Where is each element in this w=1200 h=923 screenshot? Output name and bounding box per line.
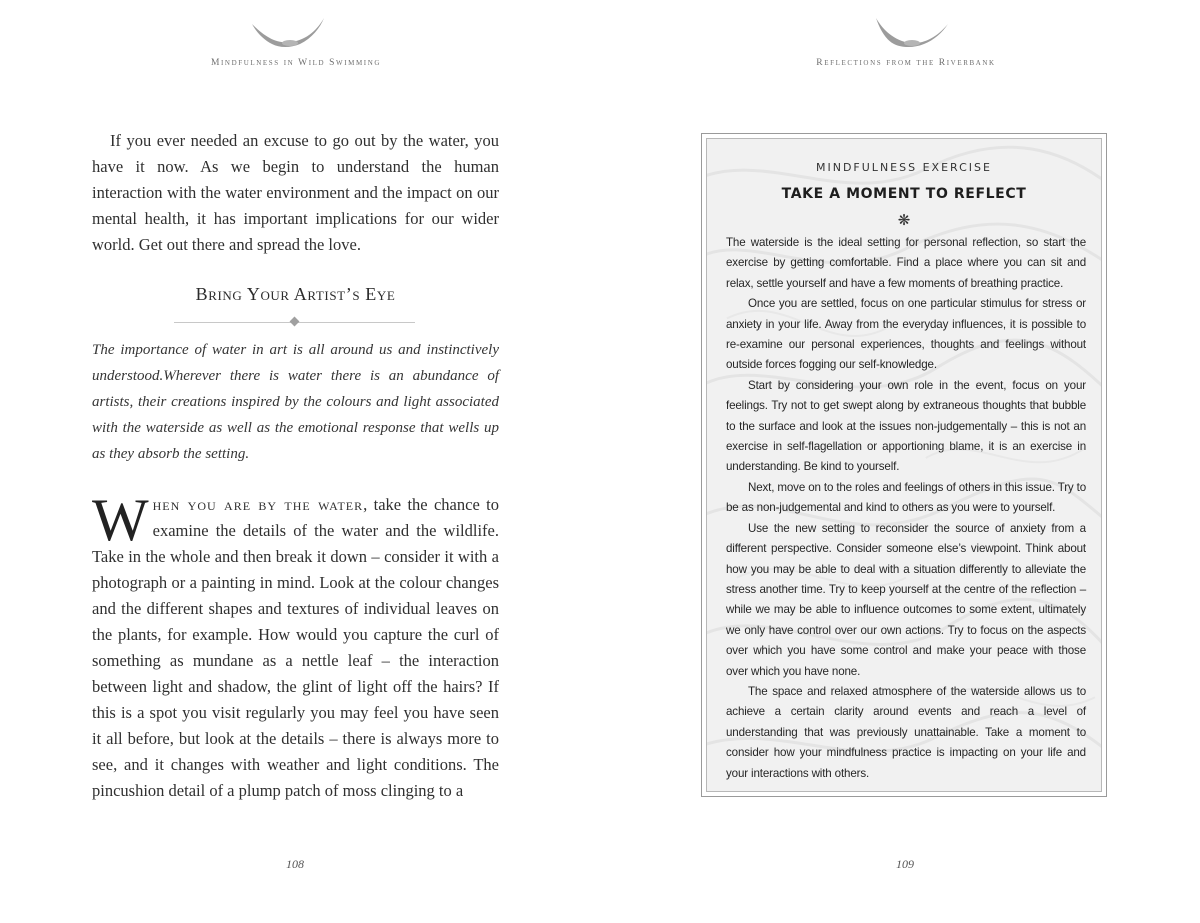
exercise-paragraph: Once you are settled, focus on one particular stimulus for stress or anxiety in your life. Away from the everyday influences, it is possible to re-examine our personal experiences, thoughts and feelings without outside forces fogging our self-knowledge.: [726, 297, 1086, 372]
section-heading: Bring Your Artist’s Eye: [195, 284, 396, 304]
exercise-box: [701, 133, 1107, 797]
exercise-paragraph: The waterside is the ideal setting for personal reflection, so start the exercise by getting comfortable. Find a place where you can sit and relax, settle yourself and have a few moments of breathing practice.: [726, 236, 1086, 290]
exercise-paragraph: Start by considering your own role in the event, focus on your feelings. Try not to get swept along by extraneous thoughts that bubble to the surface and look at the issues non-judgementally – this is not an exercise in self-flagellation or apportioning blame, it is an exercise in understanding. Be kind to yourself.: [726, 378, 1086, 474]
exercise-label: MINDFULNESS EXERCISE: [816, 161, 992, 174]
page-number: 109: [896, 857, 914, 871]
exercise-paragraph: The space and relaxed atmosphere of the waterside allows us to achieve a certain clarity around events and reach a level of understanding that was previously unattainable. Take a moment to consider how your mindfulness practice is impacting on your life and your interactions with others.: [726, 684, 1086, 780]
exercise-title: TAKE A MOMENT TO REFLECT: [781, 186, 1027, 202]
body-paragraph: If you ever needed an excuse to go out by the water, you have it now. As we begin to understand the human interaction with the water environment and the impact on our mental health, it has important implications for our wider world. Get out there and spread the love.: [92, 131, 499, 254]
page-number: 108: [286, 857, 304, 871]
running-head: Mindfulness in Wild Swimming: [210, 58, 382, 68]
drop-cap: W: [92, 487, 149, 553]
paragraph-text: , take the chance to examine the details of the water and the wildlife. Take in the whole and then break it down – consider it with a photograph or a painting in mind. Look at the colour changes and the different shapes and textures of individual leaves on the plants, for example. How would you capture the curl of something as mundane as a nettle leaf – the interaction between light and shadow, the glint of light off the hairs? If this is a spot you visit regularly you may feel you have seen it all before, but look at the details – there is always more to see, and it changes with weather and light conditions. The pincushion detail of a plump patch of moss clinging to a: [92, 495, 499, 800]
swimmer-icon: [250, 14, 330, 50]
swimmer-icon: [872, 14, 952, 50]
diamond-ornament-icon: [290, 317, 300, 327]
lead-in-text: hen you are by the water: [152, 495, 364, 514]
body-paragraph-dropcap: [92, 487, 499, 804]
running-head: Reflections from the Riverbank: [816, 58, 996, 68]
exercise-paragraph: Use the new setting to reconsider the source of anxiety from a different perspective. Consider someone else’s viewpoint. Think about how you may be able to deal with a situation differently to alleviate the stress another time. Try to keep yourself at the centre of the reflection – while we may be able to influence outcomes to some extent, ultimately we only have control over our own actions. Try to focus on the aspects over which you have some control and make your peace with those over which you have none.: [726, 521, 1086, 678]
exercise-text: [726, 233, 1086, 784]
section-intro: The importance of water in art is all around us and instinctively understood.Wherever there is water there is an abundance of artists, their creations inspired by the colours and light associated with the waterside as well as the emotional response that wells up as they absorb the setting.: [92, 342, 499, 462]
exercise-panel: [706, 138, 1102, 792]
exercise-paragraph: Next, move on to the roles and feelings of others in this issue. Try to be as non-judgemental and kind to others as you were to yourself.: [726, 480, 1086, 515]
right-page: [600, 0, 1200, 923]
flower-ornament-icon: ❋: [897, 211, 911, 229]
